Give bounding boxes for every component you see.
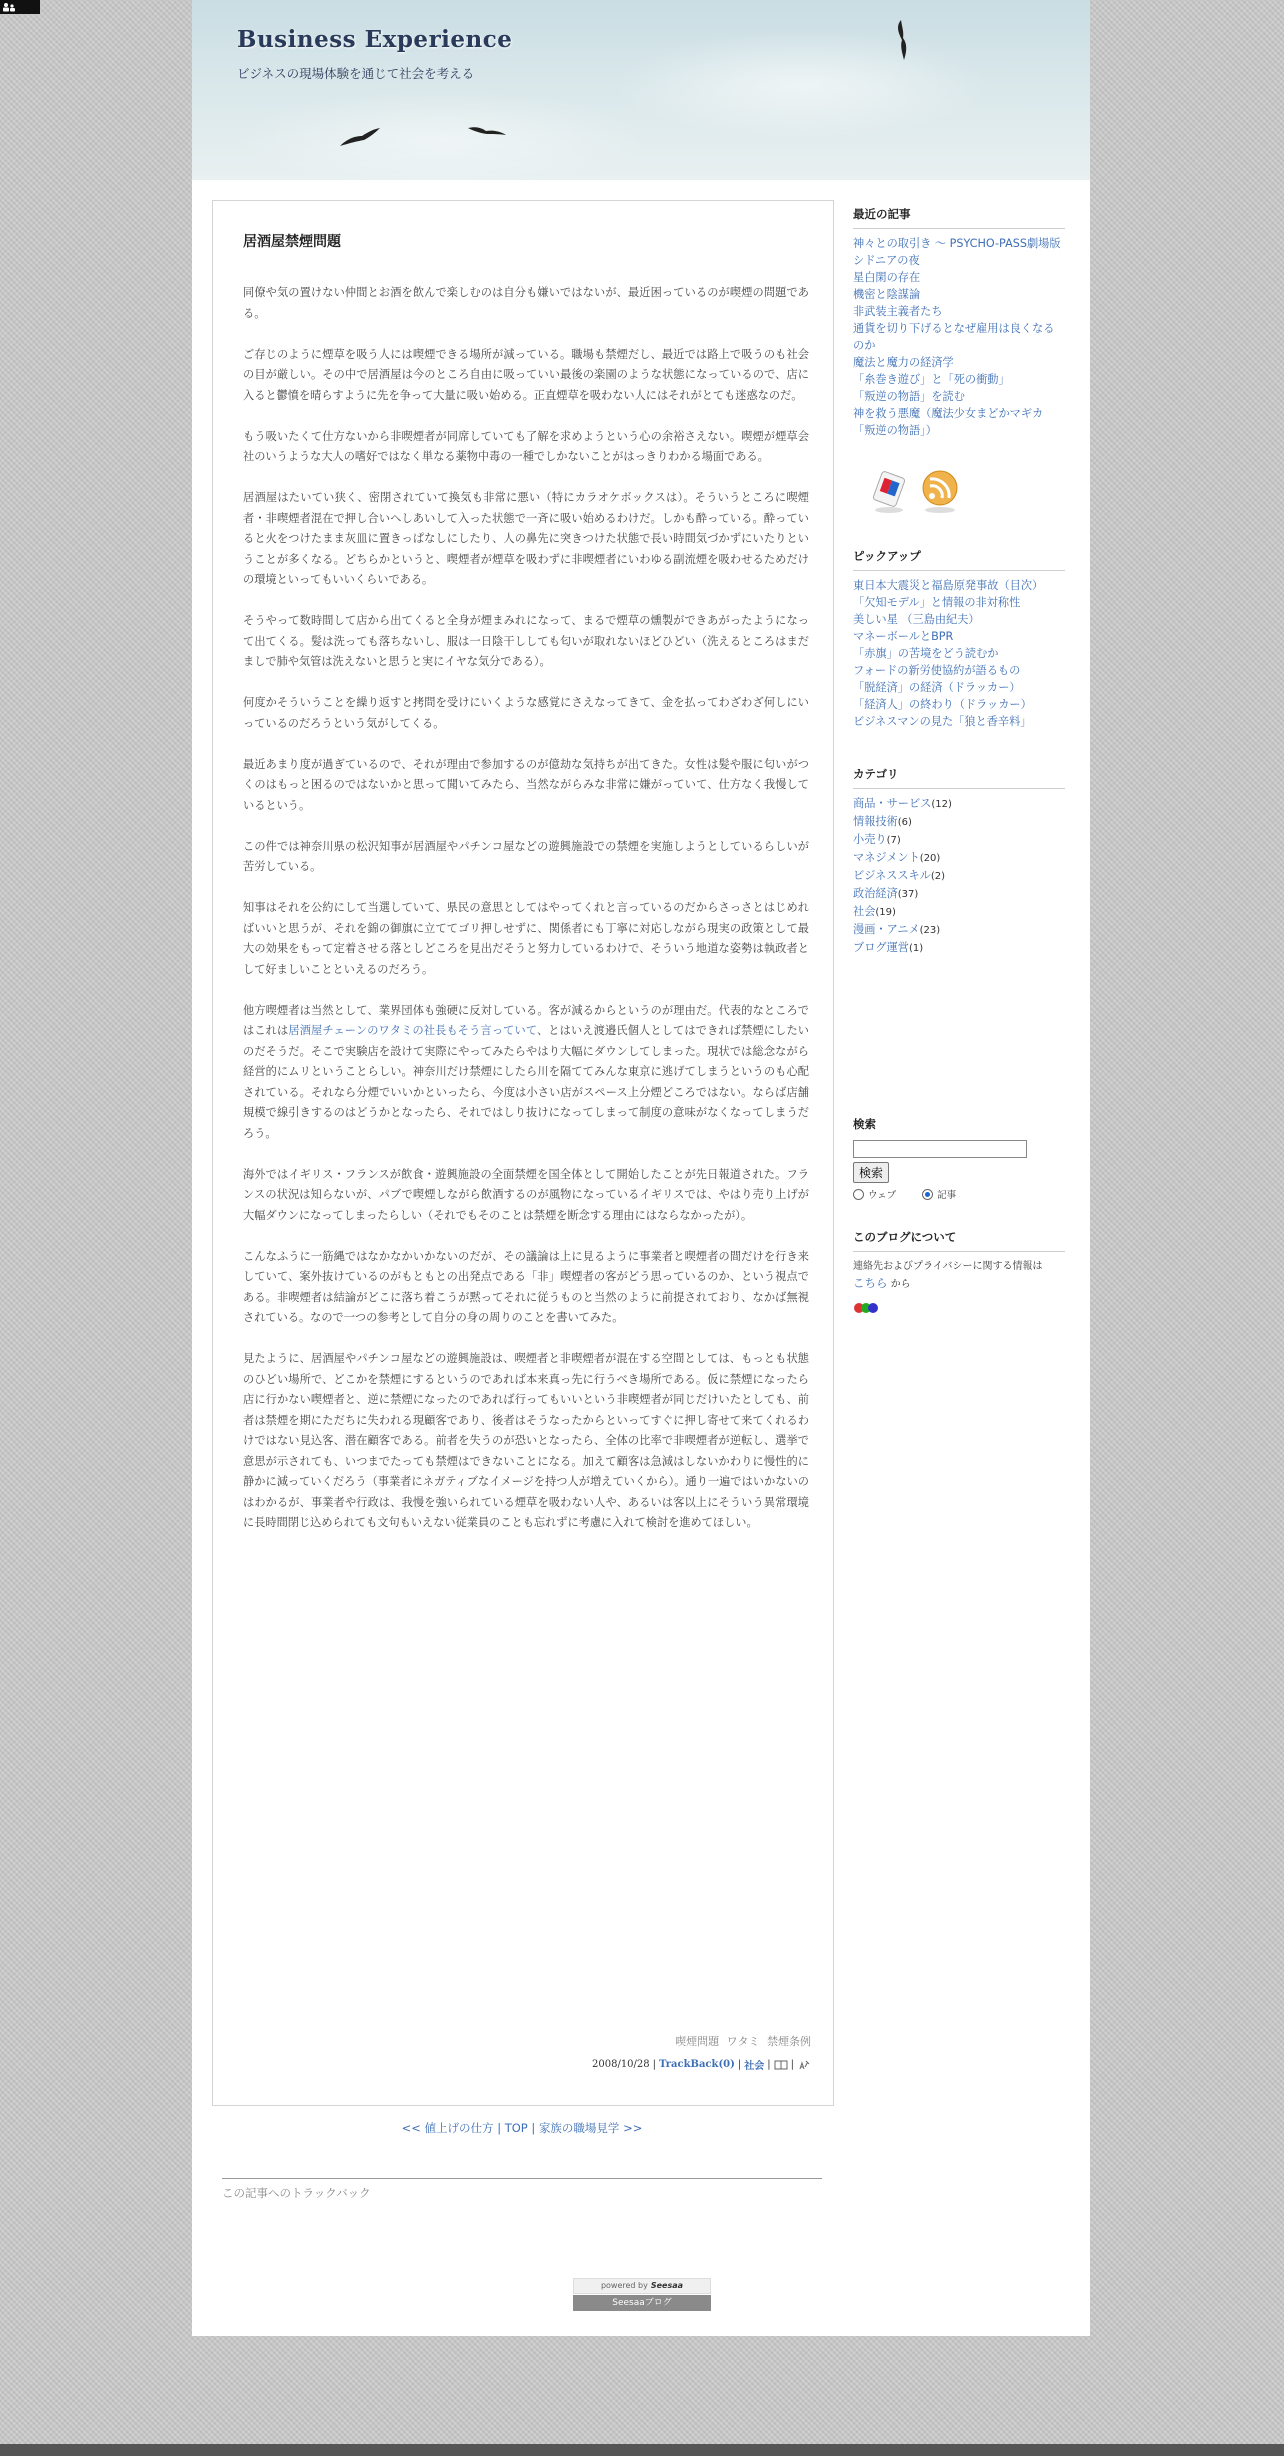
recent-post-item[interactable] [853, 235, 1065, 252]
bird-icon [338, 126, 382, 148]
post-paragraph: もう吸いたくて仕方ないから非喫煙者が同席していても了解を求めようという心の余裕さえない。喫煙が煙草会社のいうような大人の嗜好ではなく単なる薬物中毒の一種でしかないことがはっきりわかる場面である。 [243, 429, 809, 463]
radio-web-label: ウェブ [868, 1190, 897, 1201]
pickup-item-link[interactable]: 美しい星 （三島由紀夫） [853, 613, 980, 626]
recent-post-item-link[interactable]: シドニアの夜 [853, 254, 920, 267]
recent-post-item-link[interactable]: 神々との取引き ～ PSYCHO-PASS劇場版 [853, 237, 1061, 250]
category-item[interactable] [853, 939, 1065, 957]
recent-post-item[interactable] [853, 252, 1065, 269]
blog-ranking-icon[interactable] [853, 1301, 881, 1315]
category-item[interactable] [853, 867, 1065, 885]
pickup-section [853, 548, 1065, 730]
footer-bar [0, 2444, 1284, 2456]
category-item-link[interactable]: 小売り [853, 833, 887, 846]
prev-post-link[interactable]: << 値上げの仕方 [401, 2121, 494, 2135]
pickup-heading: ピックアップ [853, 548, 1065, 571]
pickup-item[interactable] [853, 713, 1065, 730]
category-count: (6) [897, 817, 912, 828]
corner-badge[interactable] [0, 0, 40, 14]
powered-by-badge[interactable] [573, 2278, 711, 2311]
post-paragraph: そうやって数時間して店から出てくると全身が煙まみれになって、まるで煙草の燻製ができあがったようになって出てくる。髪は洗っても落ちないし、服は一日陰干ししても匂いが取れないほどひどい（洗えるところはまだましで肺や気管は洗えないと思うと実にイヤな気分である）。 [243, 614, 809, 668]
tag[interactable]: 喫煙問題 [675, 2035, 720, 2048]
pager-separator: | [531, 2121, 536, 2135]
search-scope [853, 1187, 1065, 1201]
pickup-item[interactable] [853, 645, 1065, 662]
about-section [853, 1229, 1065, 1319]
categories-list [853, 795, 1065, 957]
category-count: (19) [875, 907, 896, 918]
pickup-item-link[interactable]: フォードの新労使協約が語るもの [853, 664, 1021, 677]
recent-post-item-link[interactable]: 機密と陰謀論 [853, 288, 921, 301]
site-description: ビジネスの現場体験を通じて社会を考える [237, 66, 475, 81]
recent-post-item-link[interactable]: 通貨を切り下げるとなぜ雇用は良くなるのか [853, 322, 1055, 352]
category-item[interactable] [853, 885, 1065, 903]
category-item-link[interactable]: 社会 [853, 905, 876, 918]
post-tags [671, 2033, 811, 2049]
radio-post[interactable] [922, 1189, 933, 1200]
post-paragraph: この件では神奈川県の松沢知事が居酒屋やパチンコ屋などの遊興施設での禁煙を実施しようとしているらしいが苦労している。 [243, 839, 809, 873]
recent-post-item[interactable] [853, 286, 1065, 303]
category-count: (12) [931, 799, 952, 810]
recent-post-item[interactable] [853, 303, 1065, 320]
recent-post-item[interactable] [853, 405, 1065, 439]
post-paragraph: こんなふうに一筋縄ではなかなかいかないのだが、その議論は上に見るように事業者と喫煙者の間だけを行き来していて、案外抜けているのがもともとの出発点である「非」喫煙者の客がどう思っているのか、という視点である。非喫煙者は結論がどこに落ち着こうが黙ってそれに従うものと当然のように前提されており、なかば無視されている。なので一つの参考として自分の身の周りのことを書いてみた。 [243, 1249, 809, 1324]
pickup-item[interactable] [853, 679, 1065, 696]
pickup-item-link[interactable]: 「経済人」の終わり（ドラッカー） [853, 698, 1032, 711]
about-description: 連絡先およびプライバシーに関する情報は [853, 1261, 1043, 1272]
category-count: (23) [919, 925, 941, 936]
rss-icon[interactable] [919, 468, 961, 514]
radio-web[interactable] [853, 1189, 864, 1200]
trackback-link[interactable]: TrackBack(0) [659, 2059, 735, 2070]
feed-icons [869, 468, 961, 516]
meta-separator: | [652, 2059, 657, 2070]
category-item-link[interactable]: ビジネススキル [853, 869, 931, 882]
recent-post-item-link[interactable]: 「糸巻き遊び」と「死の衝動」 [853, 373, 1010, 386]
seesaa-logo: Seesaa [650, 2281, 684, 2290]
category-count: (7) [886, 835, 901, 846]
meta-separator: | [767, 2059, 771, 2070]
search-heading: 検索 [853, 1117, 876, 1131]
categories-heading: カテゴリ [853, 766, 1065, 789]
category-item-link[interactable]: 漫画・アニメ [853, 923, 920, 936]
category-item[interactable] [853, 903, 1065, 921]
pager-separator: | [497, 2121, 502, 2135]
user-icon [2, 2, 16, 12]
category-count: (37) [897, 889, 919, 900]
pickup-item-link[interactable]: ビジネスマンの見た「狼と香辛料」 [853, 715, 1032, 728]
category-item-link[interactable]: 情報技術 [853, 815, 898, 828]
category-link[interactable]: 社会 [744, 2061, 765, 2072]
recent-post-item-link[interactable]: 魔法と魔力の経済学 [853, 356, 954, 369]
recent-post-item[interactable] [853, 354, 1065, 371]
category-count: (20) [919, 853, 941, 864]
privacy-link[interactable]: こちら [853, 1276, 888, 1290]
pickup-item[interactable] [853, 628, 1065, 645]
next-post-link[interactable]: 家族の職場見学 >> [538, 2121, 643, 2135]
inline-article-link[interactable]: 居酒屋チェーンのワタミの社長もそう言っていて [288, 1024, 537, 1037]
about-suffix: から [890, 1279, 911, 1290]
pickup-item-link[interactable]: 「脱経済」の経済（ドラッカー） [853, 681, 1021, 694]
post-article [212, 200, 834, 2106]
post-meta [592, 2057, 811, 2072]
post-body [243, 283, 809, 1554]
category-item[interactable] [853, 921, 1065, 939]
category-count: (1) [908, 943, 924, 954]
tag[interactable]: 禁煙条例 [767, 2035, 811, 2048]
recent-post-item[interactable] [853, 269, 1065, 286]
pickup-item[interactable] [853, 577, 1065, 594]
top-link[interactable]: TOP [504, 2121, 528, 2135]
pickup-item-link[interactable]: 「欠知モデル」と情報の非対称性 [853, 596, 1021, 609]
post-paragraph: 知事はそれを公約にして当選していて、県民の意思としてはやってくれと言っているのだからさっさとはじめればいいと思うが、それを錦の御旗に立ててゴリ押しせずに、関係者にも丁寧に対応しながら現実の政策として最大の効果をもって定着させる落としどころを見出だそうと努力しているわけで、そういう地道な姿勢は執政者として好ましいことといえるのだろう。 [243, 901, 809, 976]
category-item-link[interactable]: マネジメント [853, 851, 920, 864]
recent-post-item-link[interactable]: 「叛逆の物語」を読む [853, 390, 965, 403]
page-container [192, 0, 1090, 2336]
bookmark-icon[interactable] [774, 2059, 788, 2071]
recent-post-item[interactable] [853, 320, 1065, 354]
category-item[interactable] [853, 849, 1065, 867]
pickup-item[interactable] [853, 611, 1065, 628]
recent-posts-heading: 最近の記事 [853, 206, 1065, 229]
category-item[interactable] [853, 813, 1065, 831]
categories-section [853, 766, 1065, 957]
post-paragraph-with-link: 他方喫煙者は当然として、業界団体も強硬に反対している。客が減るからというのが理由だ。代表的なところではこれは居酒屋チェーンのワタミの社長もそう言っていて、とはいえ渡邉氏個人としてはできれば禁煙にしたいのだそうだ。そこで実験店を設けて実際にやってみたらやはり大幅にダウンしてしまった。現状では総念ながら経営的にムリということらしい。神奈川だけ禁煙にしたら川を隔ててみんな東京に逃げてしまうというのも心配されている。それなら分煙でいいかといったら、今度は小さい店がスペース上分煙どころではない。ならば店舗規模で線引きするのはどうかとなったら、それではしり抜けになってしまって制度の意味がなくなってしまうだろう。 [243, 1003, 809, 1140]
post-paragraph: 居酒屋はたいてい狭く、密閉されていて換気も非常に悪い（特にカラオケボックスは）。そういうところに喫煙者・非喫煙者混在で押し合いへしあいして入った状態で一斉に吸い始めるわけだ。しかも酔っている。酔っていると火をつけたまま灰皿に置きっぱなしにしたり、人の鼻先に突きつけた状態で長い時間気づかずにいたりということが多くなる。どちらかというと、喫煙者が煙草を吸わずに非喫煙者にいわゆる副流煙を吸わせるためだけの環境といってもいいくらいである。 [243, 491, 809, 586]
recent-posts-list [853, 235, 1065, 439]
pickup-item[interactable] [853, 696, 1065, 713]
divider [222, 2178, 822, 2179]
recent-post-item-link[interactable]: 非武装主義者たち [853, 305, 943, 318]
pickup-item[interactable] [853, 594, 1065, 611]
feed-reader-icon[interactable] [869, 468, 909, 514]
post-paragraph: 何度かそういうことを繰り返すと拷問を受けにいくような感覚にさえなってきて、金を払ってわざわざ何しにいっているのだろうという気がしてくる。 [243, 696, 809, 730]
bird-icon [466, 122, 508, 138]
post-title[interactable]: 居酒屋禁煙問題 [243, 234, 341, 250]
category-item-link[interactable]: 商品・サービス [853, 797, 932, 810]
search-button[interactable]: 検索 [853, 1162, 889, 1183]
pickup-item-link[interactable]: 東日本大震災と福島原発事故（目次） [853, 579, 1044, 592]
about-text [853, 1258, 1065, 1293]
bird-icon [892, 18, 912, 62]
powered-label: powered by [600, 2281, 648, 2290]
meta-separator: | [790, 2059, 794, 2070]
recent-posts-section [853, 206, 1065, 439]
pickup-list [853, 577, 1065, 730]
pickup-item-link[interactable]: マネーボールとBPR [853, 630, 954, 643]
post-paragraph: ご存じのように煙草を吸う人には喫煙できる場所が減っている。職場も禁煙だし、最近では路上で吸うのも社会の目が厳しい。その中で居酒屋は今のところ自由に吸っていい最後の楽園のような状態になっているので、店に入ると鬱憤を晴らすように先を争って大量に吸い始める。正直煙草を吸わない人にはそれがとても迷惑なのだ。 [243, 347, 809, 402]
radio-post-label: 記事 [937, 1190, 957, 1201]
recent-post-item[interactable] [853, 388, 1065, 405]
search-section [853, 1116, 1065, 1201]
recent-post-item-link[interactable]: 星白閑の存在 [853, 271, 921, 284]
trackback-heading: この記事へのトラックバック [222, 2186, 371, 2200]
category-item[interactable] [853, 795, 1065, 813]
site-header [192, 0, 1090, 180]
category-item[interactable] [853, 831, 1065, 849]
edit-icon[interactable] [797, 2059, 811, 2071]
post-paragraph: 最近あまり度が過ぎているので、それが理由で参加するのが億劫な気持ちが出てきた。女性は髪や服に匂いがつくのはもっと困るのではないかと思って聞いてみたら、当然ながらみな非常に嫌がっていて、仕方なく我慢しているという。 [243, 757, 809, 812]
recent-post-item[interactable] [853, 371, 1065, 388]
recent-post-item-link[interactable]: 神を救う悪魔（魔法少女まどかマギカ「叛逆の物語」） [853, 407, 1044, 437]
post-paragraph: 見たように、居酒屋やパチンコ屋などの遊興施設は、喫煙者と非喫煙者が混在する空間としては、もっとも状態のひどい場所で、どこかを禁煙にするというのであれば本来真っ先に行うべき場所である。仮に禁煙になったら店に行かない喫煙者と、逆に禁煙になったのであれば行ってもいいという非喫煙者が同じだけいたとしても、前者は禁煙を期にただちに失われる現顧客であり、後者はそうなったからといってすぐに押し寄せて来てくれるわけではない見込客、潜在顧客である。前者を失うのが恐いとなったら、全体の比率で非喫煙者が逆転し、選挙で意思が示されても、いつまでたっても禁煙はできないことになる。加えて顧客は急減はしないかわりに慢性的に静かに減っていくだろう（事業者にネガティブなイメージを持つ人が増えていくから）。通り一遍ではいかないのはわかるが、事業者や行政は、我慢を強いられている煙草を吸わない人や、あるいは客以上にそういう異常環境に長時間閉じ込められても文句もいえない従業員のことも忘れずに考慮に入れて検討を進めてほしい。 [243, 1352, 809, 1529]
seesaa-blog-link[interactable]: Seesaaブログ [573, 2295, 711, 2311]
meta-separator: | [737, 2059, 742, 2070]
tag[interactable]: ワタミ [726, 2035, 760, 2048]
post-paragraph: 同僚や気の置けない仲間とお酒を飲んで楽しむのは自分も嫌いではないが、最近困っているのが喫煙の問題である。 [243, 286, 809, 320]
post-paragraph: 海外ではイギリス・フランスが飲食・遊興施設の全面禁煙を国全体として開始したことが先日報道された。フランスの状況は知らないが、パブで喫煙しながら飲酒するのが風物になっているイギリスでは、やはり売り上げが大幅ダウンになってしまったらしい（それでもそのことは禁煙を断念する理由にはならなかったが）。 [243, 1167, 809, 1222]
post-date: 2008/10/28 [592, 2059, 650, 2070]
category-count: (2) [930, 871, 946, 882]
site-title[interactable]: Business Experience [237, 26, 513, 53]
category-item-link[interactable]: ブログ運営 [853, 941, 909, 954]
pickup-item-link[interactable]: 「赤旗」の苦境をどう読むか [853, 647, 999, 660]
about-heading: このブログについて [853, 1229, 1065, 1252]
search-input[interactable] [853, 1140, 1027, 1158]
category-item-link[interactable]: 政治経済 [853, 887, 898, 900]
pickup-item[interactable] [853, 662, 1065, 679]
post-pager [212, 2120, 832, 2136]
